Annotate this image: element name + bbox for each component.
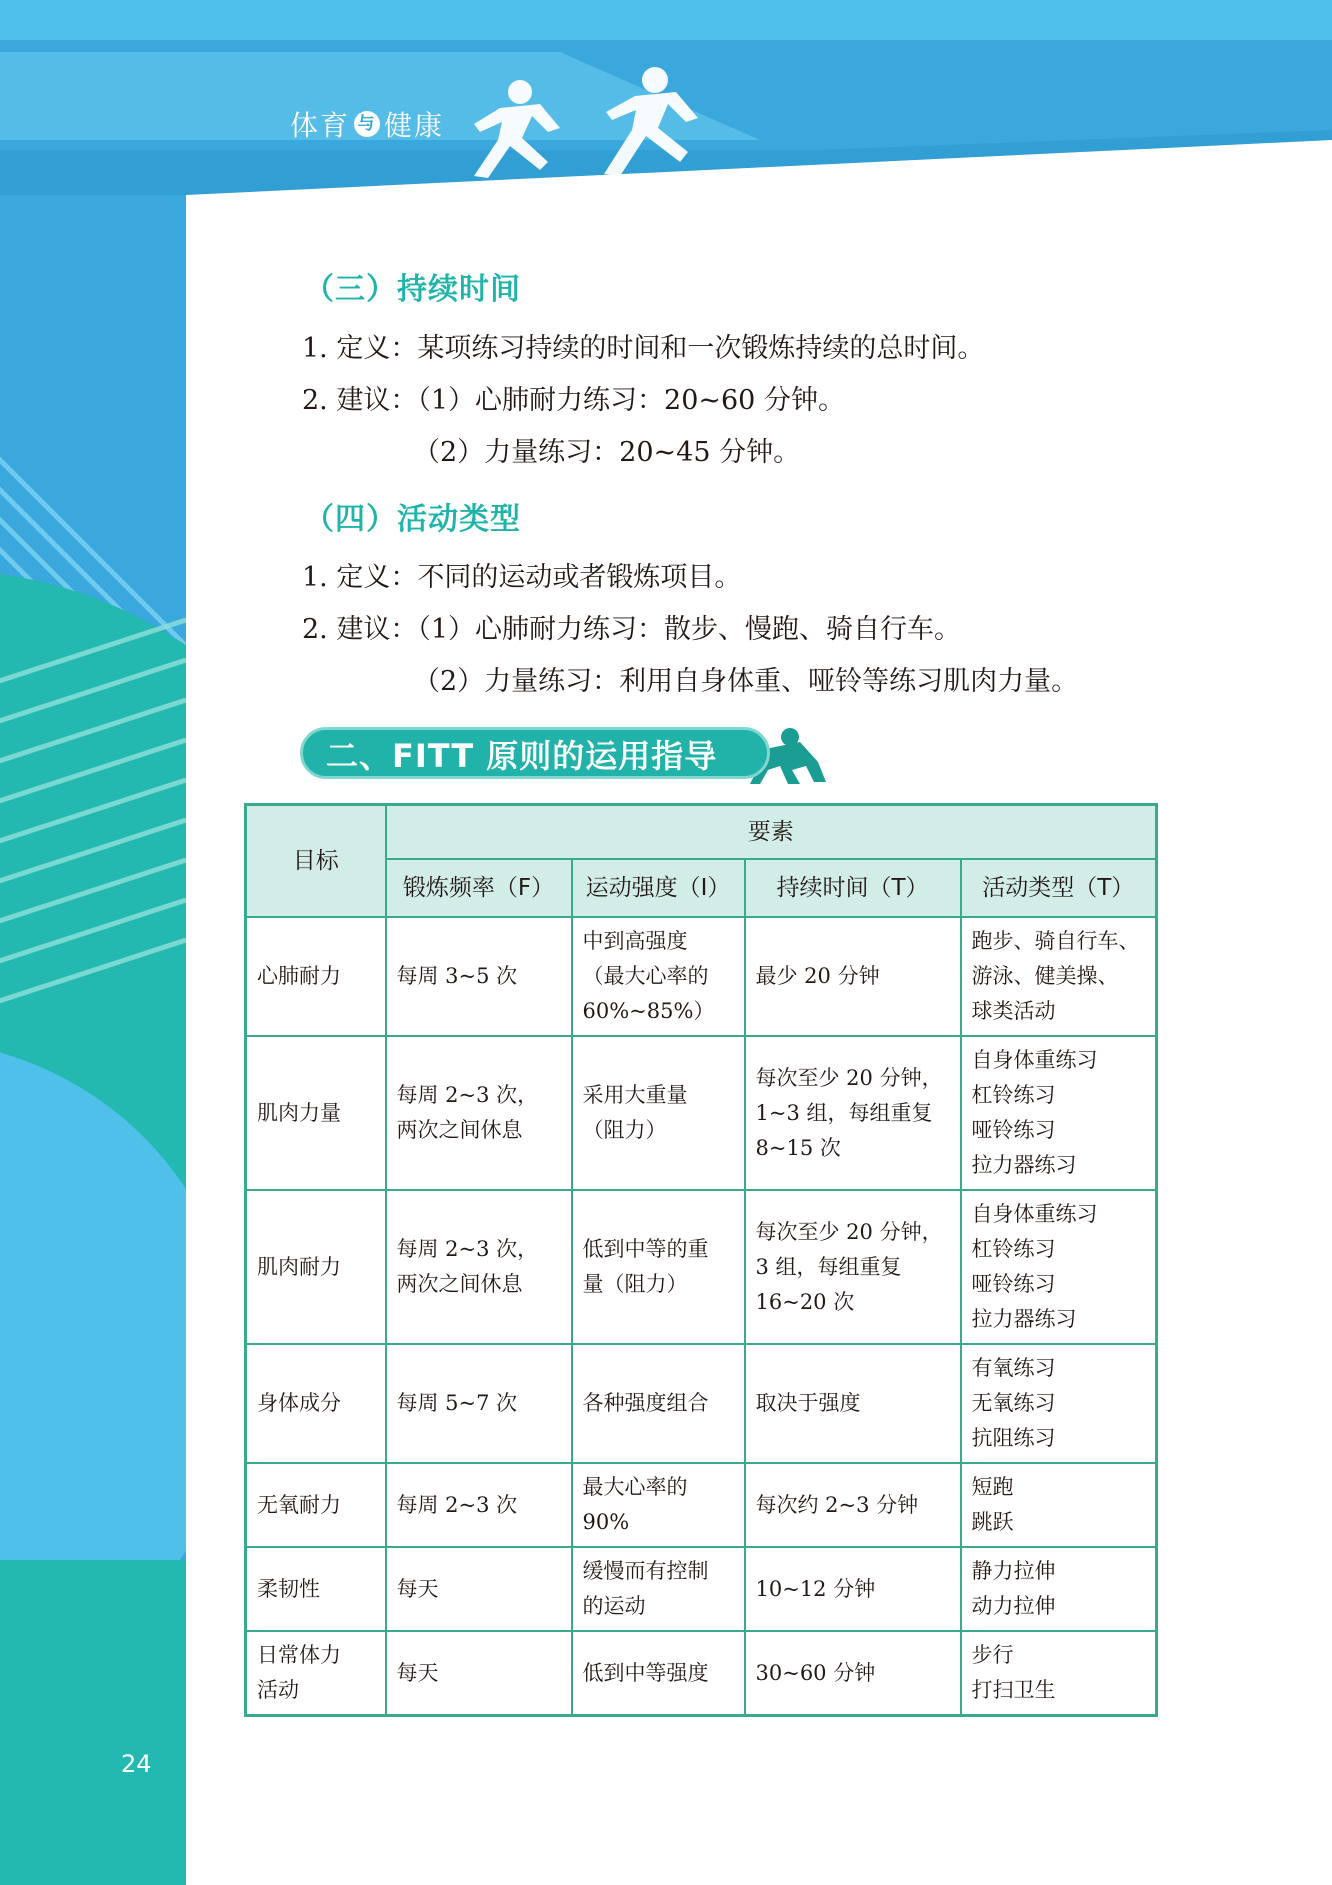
cell-text-line: 打扫卫生 <box>971 1678 1056 1702</box>
intensity-cell <box>572 917 745 1036</box>
time-cell <box>745 1190 961 1344</box>
section3-line-2: 2. 建议：（1）心肺耐力练习：20~60 分钟。 <box>302 385 845 416</box>
type-cell <box>961 1190 1157 1344</box>
cell-text-line: 低到中等强度 <box>582 1660 709 1685</box>
cell-text-line: 中到高强度 <box>582 929 688 953</box>
cell-text-line: 1~3 组，每组重复 <box>755 1100 933 1125</box>
section4-heading: （四）活动类型 <box>304 502 521 537</box>
time-cell <box>745 1463 961 1547</box>
cell-text-line: 步行 <box>971 1643 1014 1667</box>
cell-text-line: 哑铃练习 <box>971 1118 1056 1142</box>
goal-cell <box>246 1547 386 1631</box>
intensity-cell <box>572 1036 745 1190</box>
elements-group-header: 要素 <box>386 805 1157 860</box>
cell-text-line: 跑步、骑自行车、 <box>971 929 1140 953</box>
intensity-cell <box>572 1344 745 1463</box>
cell-text-line: 活动 <box>257 1678 299 1702</box>
cell-text-line: 柔韧性 <box>257 1576 320 1601</box>
table-row <box>246 1036 1157 1190</box>
cell-text-line: 无氧耐力 <box>257 1492 341 1517</box>
cell-text-line: 最少 20 分钟 <box>755 964 880 988</box>
cell-text-line: （阻力） <box>582 1118 667 1142</box>
col-header-time: 持续时间（T） <box>745 859 961 917</box>
table-row <box>246 917 1157 1036</box>
section4-line-3: （2）力量练习：利用自身体重、哑铃等练习肌肉力量。 <box>413 666 1079 697</box>
book-title-mid-badge: 与 <box>354 111 380 137</box>
table-row <box>246 1344 1157 1463</box>
time-cell <box>745 1036 961 1190</box>
type-cell <box>961 1344 1157 1463</box>
cell-text-line: 球类活动 <box>971 999 1056 1023</box>
cell-text-line: 8~15 次 <box>755 1135 841 1160</box>
intensity-cell <box>572 1547 745 1631</box>
section3-line-1: 1. 定义：某项练习持续的时间和一次锻炼持续的总时间。 <box>302 333 985 364</box>
cell-text-line: 肌肉耐力 <box>257 1254 341 1279</box>
cell-text-line: 两次之间休息 <box>396 1272 523 1296</box>
cell-text-line: 游泳、健美操、 <box>971 964 1119 988</box>
frequency-cell <box>386 1190 572 1344</box>
cell-text-line: 两次之间休息 <box>396 1118 523 1142</box>
cell-text-line: 每天 <box>396 1660 439 1685</box>
cell-text-line: 有氧练习 <box>971 1356 1056 1380</box>
frequency-cell <box>386 917 572 1036</box>
cell-text-line: 拉力器练习 <box>971 1307 1077 1331</box>
type-cell <box>961 1036 1157 1190</box>
type-cell <box>961 1463 1157 1547</box>
goal-cell <box>246 1036 386 1190</box>
type-cell <box>961 1547 1157 1631</box>
cell-text-line: 3 组，每组重复 <box>755 1254 902 1279</box>
cell-text-line: 自身体重练习 <box>971 1048 1098 1072</box>
cell-text-line: 自身体重练习 <box>971 1202 1098 1226</box>
book-title <box>290 104 444 144</box>
cell-text-line: 身体成分 <box>257 1391 341 1415</box>
page-number: 24 <box>121 1750 152 1778</box>
frequency-cell <box>386 1344 572 1463</box>
goal-header: 目标 <box>246 805 386 918</box>
cell-text-line: 每周 3~5 次 <box>396 964 518 988</box>
cell-text-line: 10~12 分钟 <box>755 1576 876 1601</box>
cell-text-line: 日常体力 <box>257 1643 341 1667</box>
cell-text-line: 每周 2~3 次， <box>396 1237 539 1261</box>
section4-line-1: 1. 定义：不同的运动或者锻炼项目。 <box>302 562 742 593</box>
intensity-cell <box>572 1190 745 1344</box>
cell-text-line: 心肺耐力 <box>257 964 341 988</box>
cell-text-line: 肌肉力量 <box>257 1100 341 1125</box>
book-title-right: 健康 <box>384 109 445 142</box>
time-cell <box>745 1631 961 1716</box>
cell-text-line: 的运动 <box>582 1594 646 1618</box>
frequency-cell <box>386 1631 572 1716</box>
goal-cell <box>246 917 386 1036</box>
cell-text-line: 每天 <box>396 1576 439 1601</box>
cell-text-line: 短跑 <box>971 1475 1014 1499</box>
table-row <box>246 1190 1157 1344</box>
book-title-left: 体育 <box>290 109 351 142</box>
cell-text-line: 动力拉伸 <box>971 1594 1056 1618</box>
goal-cell <box>246 1190 386 1344</box>
time-cell <box>745 917 961 1036</box>
fitt-table-body <box>246 917 1157 1716</box>
table-row <box>246 1547 1157 1631</box>
col-header-intensity: 运动强度（I） <box>572 859 745 917</box>
intensity-cell <box>572 1631 745 1716</box>
cell-text-line: 最大心率的 <box>582 1475 688 1499</box>
cell-text-line: 每周 2~3 次 <box>396 1492 518 1517</box>
table-row <box>246 1463 1157 1547</box>
cell-text-line: 量（阻力） <box>582 1272 688 1296</box>
fitt-table <box>244 803 1158 1717</box>
cell-text-line: 杠铃练习 <box>971 1083 1056 1107</box>
goal-cell <box>246 1463 386 1547</box>
cell-text-line: 每次至少 20 分钟， <box>755 1065 943 1090</box>
time-cell <box>745 1344 961 1463</box>
cell-text-line: 无氧练习 <box>971 1391 1056 1415</box>
cell-text-line: 低到中等的重 <box>582 1237 709 1261</box>
cell-text-line: 静力拉伸 <box>971 1559 1056 1583</box>
section4-line-2: 2. 建议：（1）心肺耐力练习：散步、慢跑、骑自行车。 <box>302 614 962 645</box>
intensity-cell <box>572 1463 745 1547</box>
cell-text-line: 拉力器练习 <box>971 1153 1077 1177</box>
cell-text-line: 哑铃练习 <box>971 1272 1056 1296</box>
cell-text-line: 每次约 2~3 分钟 <box>755 1492 919 1517</box>
time-cell <box>745 1547 961 1631</box>
cell-text-line: 杠铃练习 <box>971 1237 1056 1261</box>
cell-text-line: 16~20 次 <box>755 1289 855 1314</box>
type-cell <box>961 1631 1157 1716</box>
cell-text-line: 各种强度组合 <box>582 1391 709 1415</box>
cell-text-line: 30~60 分钟 <box>755 1660 876 1685</box>
cell-text-line: 90% <box>582 1510 630 1534</box>
frequency-cell <box>386 1463 572 1547</box>
col-header-frequency: 锻炼频率（F） <box>386 859 572 917</box>
frequency-cell <box>386 1036 572 1190</box>
frequency-cell <box>386 1547 572 1631</box>
cell-text-line: 60%~85%） <box>582 999 715 1023</box>
section3-heading: （三）持续时间 <box>304 272 521 307</box>
cell-text-line: 跳跃 <box>971 1510 1014 1534</box>
cell-text-line: 缓慢而有控制 <box>582 1559 709 1583</box>
cell-text-line: 每周 5~7 次 <box>396 1391 518 1415</box>
type-cell <box>961 917 1157 1036</box>
goal-cell <box>246 1344 386 1463</box>
section3-line-3: （2）力量练习：20~45 分钟。 <box>413 437 801 468</box>
cell-text-line: 取决于强度 <box>755 1391 861 1415</box>
cell-text-line: 每周 2~3 次， <box>396 1083 539 1107</box>
cell-text-line: 每次至少 20 分钟， <box>755 1219 943 1244</box>
cell-text-line: 抗阻练习 <box>971 1426 1056 1450</box>
cell-text-line: （最大心率的 <box>582 964 709 988</box>
col-header-type: 活动类型（T） <box>961 859 1157 917</box>
cell-text-line: 采用大重量 <box>582 1083 688 1107</box>
goal-cell <box>246 1631 386 1716</box>
section-banner-title: 二、FITT 原则的运用指导 <box>326 737 718 775</box>
table-row <box>246 1631 1157 1716</box>
